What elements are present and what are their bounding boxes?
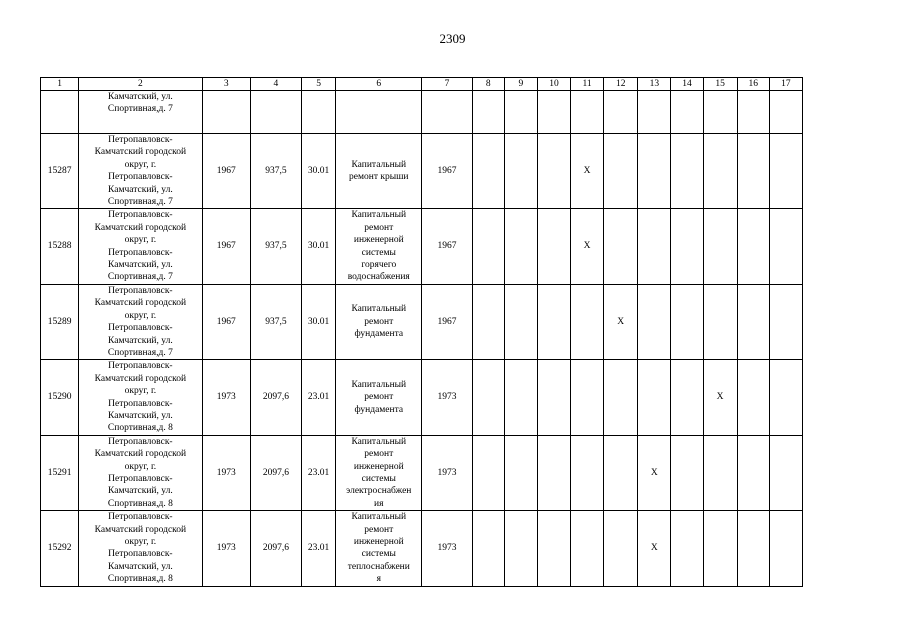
record-id-cell: 15292 — [41, 511, 79, 586]
cell — [250, 91, 301, 134]
cell — [638, 134, 671, 209]
work-type-cell: Капитальный ремонт крыши — [336, 134, 422, 209]
cell — [703, 209, 737, 284]
cell — [671, 209, 703, 284]
cell — [202, 91, 250, 134]
build-year-cell: 1973 — [202, 360, 250, 435]
column-header: 9 — [504, 78, 537, 91]
cell — [604, 511, 638, 586]
record-id-cell: 15290 — [41, 360, 79, 435]
cell — [571, 511, 604, 586]
cell — [737, 134, 769, 209]
column-header: 8 — [472, 78, 504, 91]
cell — [604, 91, 638, 134]
address-cell: Петропавловск- Камчатский городской округ, г. Петропавловск- Камчатский, ул. Спортивная,д. 8 — [79, 435, 202, 510]
code-cell: 30.01 — [302, 284, 336, 359]
address-cell: Петропавловск- Камчатский городской округ, г. Петропавловск- Камчатский, ул. Спортивная,д. 8 — [79, 360, 202, 435]
cell — [703, 511, 737, 586]
table-body — [41, 78, 803, 587]
column-header: 10 — [537, 78, 570, 91]
repair-schedule-table — [40, 77, 803, 587]
column-header: 17 — [769, 78, 802, 91]
work-type-cell: Капитальный ремонт фундамента — [336, 284, 422, 359]
build-year-cell: 1973 — [202, 435, 250, 510]
header-row — [41, 78, 803, 91]
cell — [703, 91, 737, 134]
cell — [537, 360, 570, 435]
cell — [472, 435, 504, 510]
cell — [604, 435, 638, 510]
cell — [472, 209, 504, 284]
year-cell: 1973 — [422, 511, 472, 586]
record-id-cell: 15288 — [41, 209, 79, 284]
cell — [703, 435, 737, 510]
column-header: 1 — [41, 78, 79, 91]
cell — [571, 284, 604, 359]
column-header: 15 — [703, 78, 737, 91]
table-row — [41, 435, 803, 510]
address-cell: Петропавловск- Камчатский городской округ, г. Петропавловск- Камчатский, ул. Спортивная,д. 7 — [79, 209, 202, 284]
cell — [604, 209, 638, 284]
cell — [703, 284, 737, 359]
column-header: 7 — [422, 78, 472, 91]
mark-cell: X — [638, 435, 671, 510]
cell — [737, 360, 769, 435]
cell — [769, 209, 802, 284]
year-cell: 1973 — [422, 360, 472, 435]
cell — [769, 134, 802, 209]
year-cell: 1967 — [422, 134, 472, 209]
cell — [638, 360, 671, 435]
cell — [769, 91, 802, 134]
area-cell: 2097,6 — [250, 360, 301, 435]
cell — [504, 360, 537, 435]
code-cell: 23.01 — [302, 435, 336, 510]
address-cell: Петропавловск- Камчатский городской округ, г. Петропавловск- Камчатский, ул. Спортивная,д. 8 — [79, 511, 202, 586]
cell — [769, 435, 802, 510]
work-type-cell: Капитальный ремонт инженерной системы теплоснабжени я — [336, 511, 422, 586]
area-cell: 2097,6 — [250, 511, 301, 586]
cell — [472, 284, 504, 359]
mark-cell: X — [604, 284, 638, 359]
column-header: 2 — [79, 78, 202, 91]
build-year-cell: 1967 — [202, 209, 250, 284]
cell — [504, 91, 537, 134]
table-row — [41, 134, 803, 209]
cell — [504, 435, 537, 510]
cell — [472, 91, 504, 134]
cell — [638, 209, 671, 284]
column-header: 14 — [671, 78, 703, 91]
cell — [472, 360, 504, 435]
address-cell: Петропавловск- Камчатский городской округ, г. Петропавловск- Камчатский, ул. Спортивная,д. 7 — [79, 284, 202, 359]
address-cell: Камчатский, ул. Спортивная,д. 7 — [79, 91, 202, 134]
mark-cell: X — [638, 511, 671, 586]
table-row — [41, 360, 803, 435]
cell — [769, 284, 802, 359]
build-year-cell: 1967 — [202, 134, 250, 209]
table-row — [41, 511, 803, 586]
cell — [638, 91, 671, 134]
code-cell: 23.01 — [302, 360, 336, 435]
cell — [537, 435, 570, 510]
mark-cell: X — [703, 360, 737, 435]
cell — [472, 511, 504, 586]
code-cell: 30.01 — [302, 134, 336, 209]
area-cell: 937,5 — [250, 209, 301, 284]
cell — [571, 360, 604, 435]
cell — [336, 91, 422, 134]
address-cell: Петропавловск- Камчатский городской округ, г. Петропавловск- Камчатский, ул. Спортивная,д. 7 — [79, 134, 202, 209]
cell — [671, 91, 703, 134]
record-id-cell: 15291 — [41, 435, 79, 510]
table-row — [41, 209, 803, 284]
column-header: 6 — [336, 78, 422, 91]
cell — [302, 91, 336, 134]
cell — [703, 134, 737, 209]
cell — [737, 511, 769, 586]
cell — [41, 91, 79, 134]
cell — [671, 435, 703, 510]
cell — [604, 134, 638, 209]
cell — [571, 435, 604, 510]
continuation-row — [41, 91, 803, 134]
cell — [769, 360, 802, 435]
cell — [537, 209, 570, 284]
mark-cell: X — [571, 209, 604, 284]
column-header: 11 — [571, 78, 604, 91]
year-cell: 1967 — [422, 284, 472, 359]
cell — [537, 134, 570, 209]
cell — [671, 511, 703, 586]
cell — [638, 284, 671, 359]
cell — [504, 511, 537, 586]
cell — [422, 91, 472, 134]
cell — [671, 360, 703, 435]
build-year-cell: 1967 — [202, 284, 250, 359]
cell — [472, 134, 504, 209]
cell — [537, 284, 570, 359]
column-header: 13 — [638, 78, 671, 91]
column-header: 3 — [202, 78, 250, 91]
column-header: 12 — [604, 78, 638, 91]
area-cell: 937,5 — [250, 134, 301, 209]
work-type-cell: Капитальный ремонт фундамента — [336, 360, 422, 435]
area-cell: 2097,6 — [250, 435, 301, 510]
cell — [737, 209, 769, 284]
table-row — [41, 284, 803, 359]
column-header: 4 — [250, 78, 301, 91]
mark-cell: X — [571, 134, 604, 209]
record-id-cell: 15289 — [41, 284, 79, 359]
cell — [769, 511, 802, 586]
build-year-cell: 1973 — [202, 511, 250, 586]
cell — [504, 284, 537, 359]
cell — [504, 209, 537, 284]
cell — [504, 134, 537, 209]
cell — [671, 134, 703, 209]
code-cell: 30.01 — [302, 209, 336, 284]
cell — [537, 91, 570, 134]
cell — [737, 284, 769, 359]
page-number: 2309 — [439, 31, 466, 46]
area-cell: 937,5 — [250, 284, 301, 359]
year-cell: 1967 — [422, 209, 472, 284]
column-header: 5 — [302, 78, 336, 91]
cell — [671, 284, 703, 359]
cell — [737, 91, 769, 134]
cell — [537, 511, 570, 586]
cell — [571, 91, 604, 134]
work-type-cell: Капитальный ремонт инженерной системы горячего водоснабжения — [336, 209, 422, 284]
column-header: 16 — [737, 78, 769, 91]
record-id-cell: 15287 — [41, 134, 79, 209]
code-cell: 23.01 — [302, 511, 336, 586]
year-cell: 1973 — [422, 435, 472, 510]
cell — [737, 435, 769, 510]
work-type-cell: Капитальный ремонт инженерной системы электроснабжен ия — [336, 435, 422, 510]
cell — [604, 360, 638, 435]
